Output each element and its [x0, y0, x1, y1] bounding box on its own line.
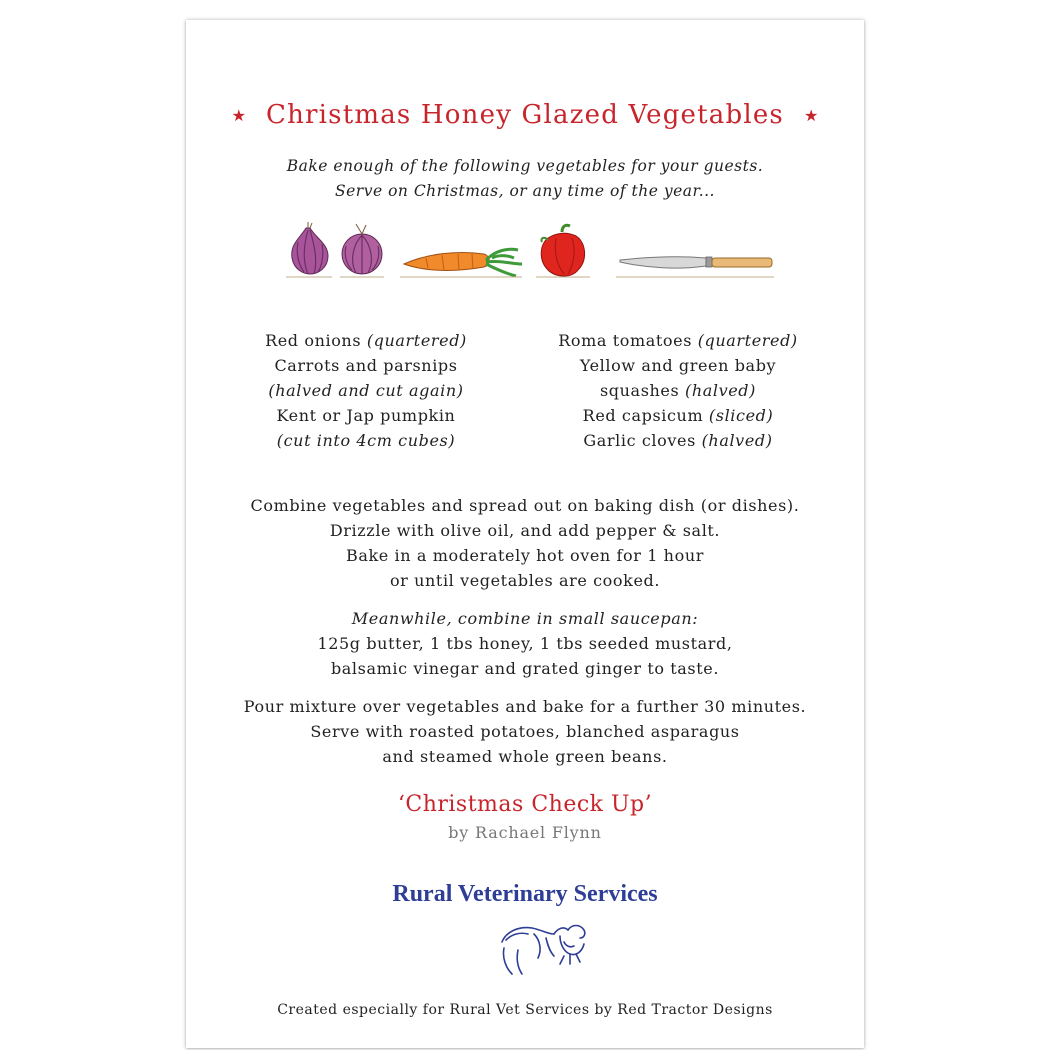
method-paragraph-3	[186, 694, 864, 769]
ingredient-line: Red onions (quartered)	[265, 331, 467, 350]
ingredients-left	[246, 328, 486, 453]
method-line: and steamed whole green beans.	[382, 747, 668, 766]
vegetable-illustration	[286, 220, 776, 284]
ingredient-line: Red capsicum (sliced)	[582, 406, 774, 425]
ingredient-line: Kent or Jap pumpkin	[276, 406, 456, 425]
method-line: Bake in a moderately hot oven for 1 hour	[346, 546, 704, 565]
method-paragraph-1	[186, 493, 864, 593]
ingredient-line: Carrots and parsnips	[274, 356, 458, 375]
ingredient-line: Roma tomatoes (quartered)	[558, 331, 798, 350]
source-byline: by Rachael Flynn	[448, 823, 602, 842]
credit-line: Created especially for Rural Vet Services by Red Tractor Designs	[277, 1002, 773, 1018]
brand-name: Rural Veterinary Services	[392, 881, 658, 907]
method-line: or until vegetables are cooked.	[389, 571, 661, 590]
source-title: ‘Christmas Check Up’	[397, 792, 653, 817]
method-line: Pour mixture over vegetables and bake for a further 30 minutes.	[243, 697, 807, 716]
method-line: balsamic vinegar and grated ginger to taste.	[330, 659, 720, 678]
ingredients-right	[558, 328, 798, 453]
method-line: Meanwhile, combine in small saucepan:	[351, 609, 699, 628]
method-line: Serve with roasted potatoes, blanched asparagus	[310, 722, 740, 741]
ingredient-line: Garlic cloves (halved)	[583, 431, 773, 450]
recipe-title: Christmas Honey Glazed Vegetables	[266, 100, 784, 130]
method-line: Combine vegetables and spread out on baking dish (or dishes).	[250, 496, 800, 515]
bull-logo-icon	[498, 920, 590, 978]
red-onion-icon	[342, 224, 382, 274]
ingredient-line: Yellow and green baby	[579, 356, 777, 375]
method-line: 125g butter, 1 tbs honey, 1 tbs seeded mustard,	[317, 634, 733, 653]
method-paragraph-2	[186, 606, 864, 681]
intro-text	[186, 154, 864, 204]
title-row	[186, 100, 864, 130]
carrot-icon	[404, 249, 522, 276]
ingredient-line: (cut into 4cm cubes)	[276, 431, 456, 450]
ingredient-line: squashes (halved)	[600, 381, 756, 400]
recipe-card	[186, 20, 864, 1048]
method-line: Drizzle with olive oil, and add pepper & salt.	[329, 521, 721, 540]
red-onion-icon	[292, 222, 328, 274]
intro-line: Serve on Christmas, or any time of the year...	[335, 182, 715, 200]
star-right-icon: ★	[803, 105, 819, 125]
knife-icon	[620, 257, 772, 268]
ingredient-line: (halved and cut again)	[268, 381, 464, 400]
intro-line: Bake enough of the following vegetables for your guests.	[286, 157, 764, 175]
red-capsicum-icon	[541, 225, 584, 276]
star-left-icon: ★	[231, 105, 246, 125]
